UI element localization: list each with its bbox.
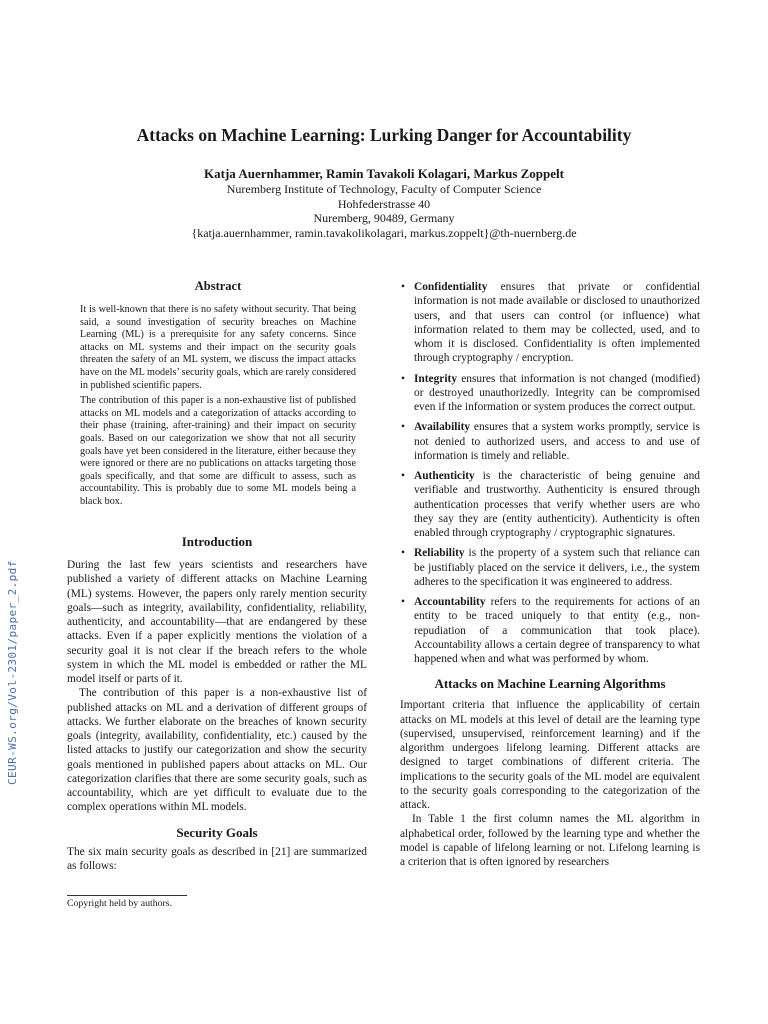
goal-term: Availability — [414, 421, 471, 434]
paper-authors: Katja Auernhammer, Ramin Tavakoli Kolagari, Markus Zoppelt — [204, 166, 564, 181]
abstract-paragraph: The contribution of this paper is a non-exhaustive list of published attacks on ML models and a categorization of attacks according to their phase (training, after-training) and their impact on security goals. Based on our categorization we show that not all security goals have yet been considered in the literature, either because they were ignored or there are no publications on attacks targeting those goals specifically, and that some are difficult to assess, such as accountability. This is probably due to some ML models being a black box. — [80, 395, 356, 507]
goal-term: Reliability — [414, 547, 465, 560]
bullet-icon: • — [401, 547, 405, 560]
goal-term: Integrity — [414, 372, 458, 385]
goal-term: Confidentiality — [414, 281, 488, 293]
paper-title: Attacks on Machine Learning: Lurking Danger for Accountability — [136, 125, 632, 145]
affiliation-street: Hohfederstrasse 40 — [337, 196, 431, 211]
bullet-icon: • — [401, 470, 405, 482]
footnote-rule — [67, 895, 187, 896]
abstract-body — [80, 304, 356, 512]
left-column — [67, 534, 367, 873]
list-item — [400, 595, 700, 666]
goal-description: is the property of a system such that reliance can be justifiably placed on the service it delivers, i.e., the system adheres to the specification it was engineered to address. — [414, 547, 700, 588]
author-affiliation — [0, 182, 768, 240]
bullet-icon: • — [401, 281, 405, 293]
abstract-paragraph: It is well-known that there is no safety without security. That being said, a sound investigation of security breaches on Machine Learning (ML) is a prerequisite for any safety concerns. Since attacks on ML systems and their impact on the security goals threaten the safety of an ML system, we discuss the impact attacks have on the ML models’ security goals, which are rarely considered in published scientific papers. — [80, 304, 356, 391]
security-goals-list — [400, 280, 700, 666]
goal-description: refers to the requirements for actions of an entity to be traced uniquely to that entity (e.g., non-repudiation of a communication that took place). Accountability allows a certain degree of transparency to what happened when and what was performed by whom. — [414, 596, 700, 665]
goal-description: ensures that information is not changed (modified) or destroyed unauthorizedly. Integrity can be compromised even if the information or system produces the correct output. — [414, 372, 700, 413]
body-paragraph: The six main security goals as described in [21] are summarized as follows: — [67, 845, 367, 872]
security-goals-heading: Security Goals — [176, 824, 258, 840]
list-item — [400, 372, 700, 415]
goal-description: ensures that private or confidential information is not made available or disclosed to unauthorized users, and that users can control (or influence) what information related to them may be collected, used, and to whom it is disclosed. Confidentiality is often implemented through cryptography / encryption. — [414, 281, 700, 365]
introduction-heading: Introduction — [181, 534, 253, 549]
attacks-section-heading: Attacks on Machine Learning Algorithms — [434, 676, 666, 692]
side-identifier-link[interactable]: CEUR-WS.org/Vol-2301/paper_2.pdf — [6, 560, 19, 785]
affiliation-emails: {katja.auernhammer, ramin.tavakolikolagari, markus.zoppelt}@th-nuernberg.de — [191, 225, 577, 240]
affiliation-city: Nuremberg, 90489, Germany — [313, 211, 455, 226]
affiliation-institution: Nuremberg Institute of Technology, Faculty of Computer Science — [226, 182, 542, 196]
bullet-icon: • — [401, 372, 405, 385]
body-paragraph: The contribution of this paper is a non-exhaustive list of published attacks on ML and a derivation of different groups of attacks. We further elaborate on the breaches of known security goals (integrity, availability, confidentiality, etc.) caused by the listed attacks to justify our categorization and show the security goals mentioned in published papers about attacks on ML. Our categorization clarifies that there are some security goals, such as accountability, which are yet difficult to evaluate due to the complex operations within ML models. — [67, 687, 367, 814]
list-item — [400, 280, 700, 366]
bullet-icon: • — [401, 596, 405, 608]
list-item — [400, 469, 700, 540]
body-paragraph: During the last few years scientists and researchers have published a variety of different attacks on Machine Learning (ML) systems. However, the papers only rarely mention security goals—such as integrity, availability, confidentiality, reliability, authenticity, and accountability—that are endangered by these attacks. Even if a paper explicitly mentions the violation of a security goal it is not clear if the breach refers to the whole system in which the ML model is embedded or rather the ML model itself or parts of it. — [67, 559, 367, 685]
right-column — [400, 280, 700, 869]
footnote-text: Copyright held by authors. — [67, 898, 173, 909]
body-paragraph: In Table 1 the first column names the ML algorithm in alphabetical order, followed by the learning type and whether the model is capable of lifelong learning or not. Lifelong learning is a criterion that is often ignored by researchers — [400, 813, 700, 868]
goal-term: Accountability — [414, 596, 486, 608]
footnote — [67, 895, 367, 910]
bullet-icon: • — [401, 421, 405, 434]
goal-term: Authenticity — [414, 470, 475, 482]
list-item — [400, 420, 700, 463]
abstract-heading: Abstract — [194, 279, 242, 293]
body-paragraph: Important criteria that influence the applicability of certain attacks on ML models at this level of detail are the learning type (supervised, unsupervised, reinforcement learning) and if the algorithm undergoes lifelong learning. Different attacks are designed to target combinations of different criteria. The implications to the security goals of the ML model are equivalent to the security goals corresponding to the categorization of the attack. — [400, 699, 700, 811]
list-item — [400, 546, 700, 589]
goal-description: is the characteristic of being genuine and verifiable and trustworthy. Authenticity is ensured through authentication processes that verify whether users are who they say they are (entity authenticity). Authenticity is often enabled through cryptography / cryptographic signatures. — [414, 470, 700, 539]
goal-description: ensures that a system works promptly, service is not denied to authorized users, and access to and use of information is timely and reliable. — [414, 421, 700, 462]
